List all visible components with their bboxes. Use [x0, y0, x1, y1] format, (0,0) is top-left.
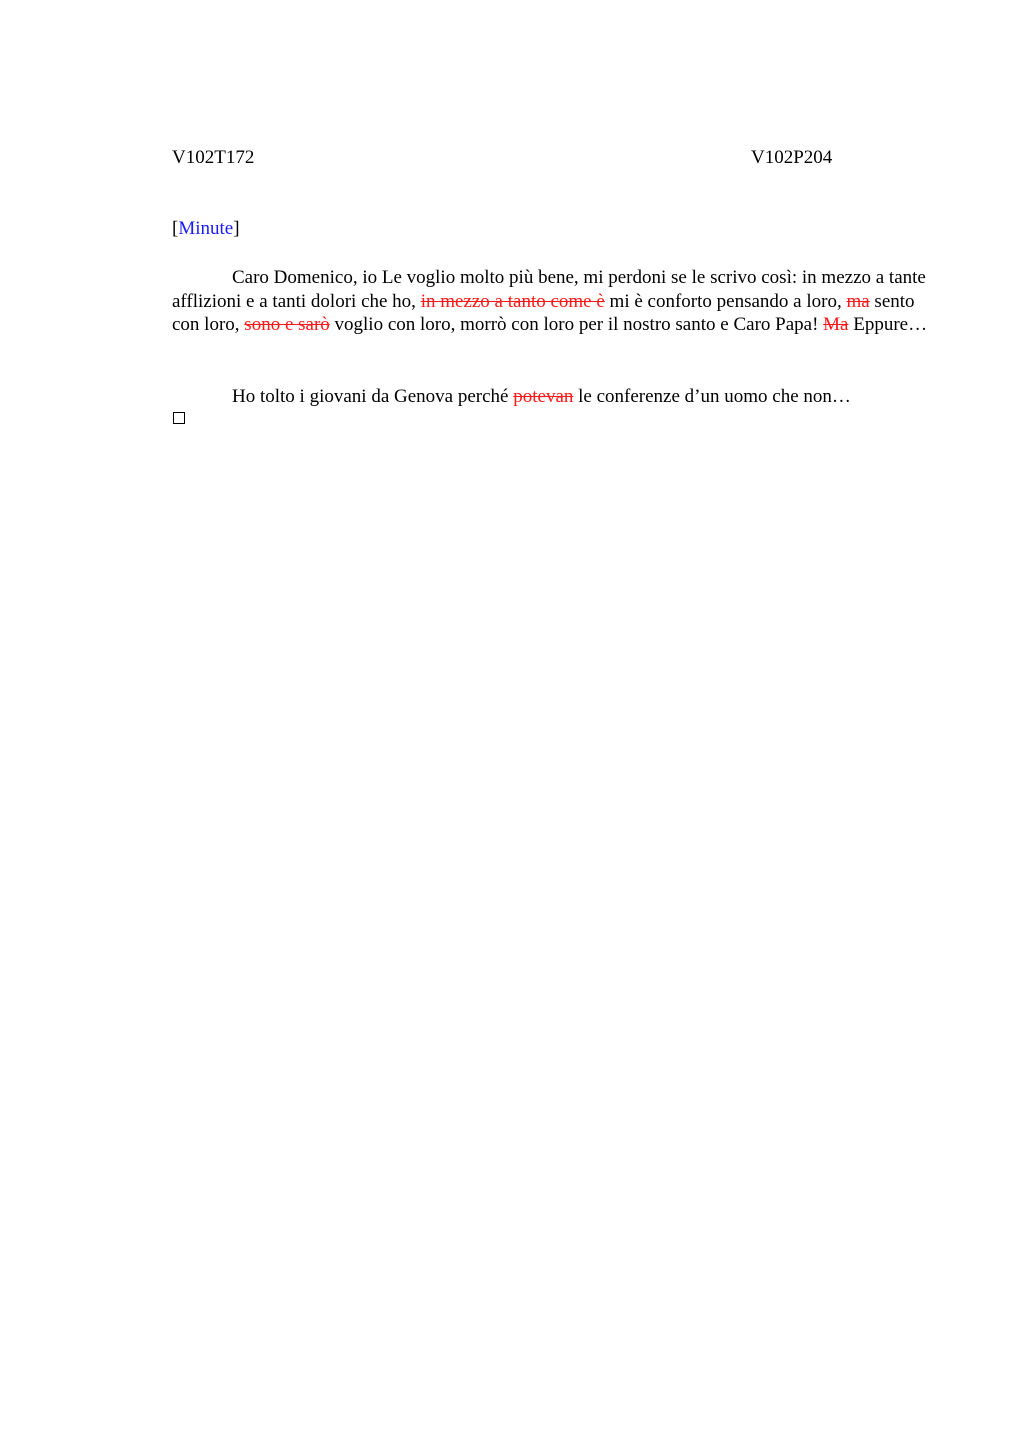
document-type	[172, 218, 240, 240]
text-segment: voglio con loro, morrò con loro per il nostro santo e Caro Papa!	[329, 314, 824, 335]
deleted-text: sono e sarò	[244, 314, 330, 335]
doc-type-open-bracket: [	[172, 218, 179, 239]
text-segment: Ho tolto i giovani da Genova perché	[232, 386, 514, 407]
text-segment: Eppure…	[848, 314, 928, 335]
text-segment: mi è conforto pensando a loro,	[604, 290, 847, 312]
paragraph-1	[172, 266, 928, 337]
deleted-text: in mezzo a tanto come è	[420, 290, 605, 312]
text-segment: le conferenze d’un uomo che non…	[573, 386, 851, 407]
document-code-left: V102T172	[172, 147, 255, 168]
end-marker-box-icon	[173, 412, 185, 424]
deleted-text: potevan	[513, 386, 574, 407]
text-segment: Caro Domenico, io Le voglio molto più bene, mi perdoni se le scrivo così: in mezzo a tante afflizioni e a tanti dolori che ho,	[172, 267, 926, 312]
paragraph-2	[172, 385, 928, 409]
document-code-right: V102P204	[751, 147, 833, 168]
text-segment: sento con loro,	[172, 290, 915, 335]
deleted-text: Ma	[823, 314, 849, 335]
doc-type-label: Minute	[178, 218, 234, 239]
doc-type-close-bracket: ]	[233, 218, 240, 239]
deleted-text: ma	[846, 290, 870, 312]
